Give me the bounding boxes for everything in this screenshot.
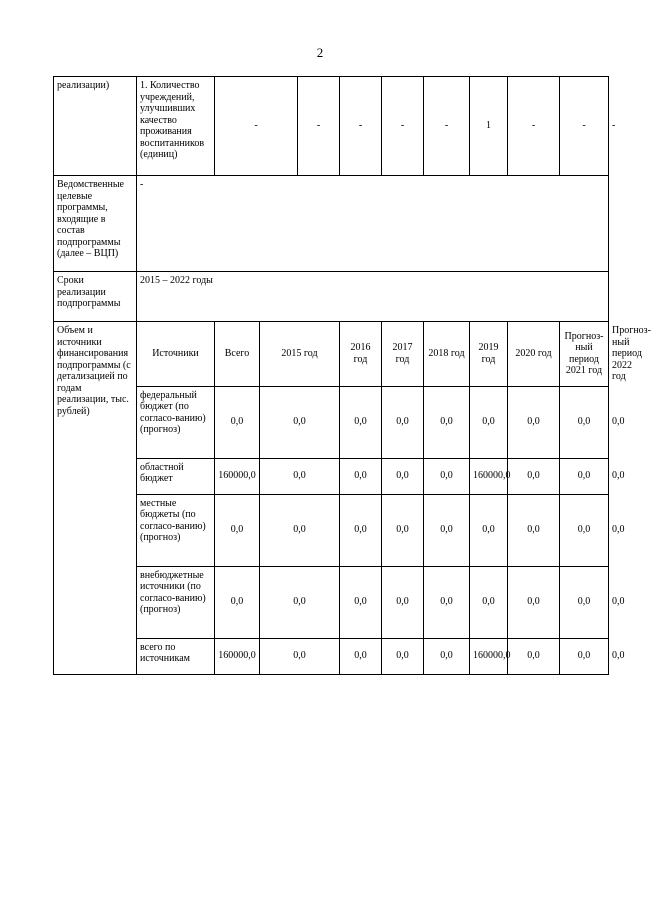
terms-value: 2015 – 2022 годы xyxy=(137,272,609,322)
terms-row xyxy=(54,272,609,322)
finance-value: 0,0 xyxy=(215,494,260,566)
finance-total-row: всего по источникам 160000,0 0,0 0,0 0,0 0,0 160000,0 0,0 0,0 0,0 xyxy=(54,638,609,674)
indicator-value: - xyxy=(382,77,424,176)
finance-value: 0,0 xyxy=(382,386,424,458)
finance-value: 0,0 xyxy=(382,566,424,638)
indicator-value: 1 xyxy=(470,77,508,176)
finance-value: 0,0 xyxy=(382,638,424,674)
finance-value: 0,0 xyxy=(424,566,470,638)
finance-value: 0,0 xyxy=(424,494,470,566)
finance-value: 160000,0 xyxy=(215,458,260,494)
finance-value: 0,0 xyxy=(382,458,424,494)
indicator-row: реализации) 1. Количество учреждений, улучшивших качество проживания воспитанников (единиц) - - - - - 1 - - - xyxy=(54,77,609,176)
row-label: Сроки реализации подпрограммы xyxy=(54,272,137,322)
indicator-text: 1. Количество учреждений, улучшивших качество проживания воспитанников (единиц) xyxy=(137,77,215,176)
indicator-value: - xyxy=(340,77,382,176)
finance-header-row: Объем и источники финансирования подпрограммы (с детализацией по годам реализации, тыс. рублей) Источники Всего 2015 год 2016 год 2017 год 2018 год 2019 год 2020 год Прогноз-ный период 2021 год Прогноз-ный период 2022 год xyxy=(54,322,609,387)
finance-value: 0,0 xyxy=(560,458,609,494)
finance-value: 0,0 xyxy=(560,386,609,458)
passport-table xyxy=(53,76,651,675)
finance-value: 0,0 xyxy=(508,494,560,566)
finance-value: 0,0 xyxy=(260,386,340,458)
indicator-value: - xyxy=(424,77,470,176)
indicator-value: - xyxy=(298,77,340,176)
finance-row: федеральный бюджет (по согласо-ванию) (прогноз) 0,0 0,0 0,0 0,0 0,0 0,0 0,0 0,0 0,0 xyxy=(54,386,609,458)
finance-value: 0,0 xyxy=(260,494,340,566)
column-header: 2015 год xyxy=(260,322,340,387)
column-header: Прогноз-ный период 2021 год xyxy=(560,322,609,387)
finance-value: 0,0 xyxy=(340,458,382,494)
finance-value: 0,0 xyxy=(470,386,508,458)
finance-value: 0,0 xyxy=(215,386,260,458)
finance-value: 0,0 xyxy=(340,638,382,674)
finance-value: 0,0 xyxy=(424,386,470,458)
indicator-value: - xyxy=(215,77,298,176)
finance-value: 0,0 xyxy=(382,494,424,566)
finance-source: местные бюджеты (по согласо-ванию) (прогноз) xyxy=(137,494,215,566)
vcp-row xyxy=(54,176,609,272)
finance-value: 0,0 xyxy=(424,458,470,494)
column-header: 2018 год xyxy=(424,322,470,387)
finance-value: 0,0 xyxy=(508,386,560,458)
column-header: 2020 год xyxy=(508,322,560,387)
vcp-value: - xyxy=(137,176,609,272)
finance-value: 160000,0 xyxy=(215,638,260,674)
finance-value: 0,0 xyxy=(260,458,340,494)
column-header: Всего xyxy=(215,322,260,387)
finance-value: 0,0 xyxy=(470,566,508,638)
finance-value: 0,0 xyxy=(508,638,560,674)
finance-value: 0,0 xyxy=(508,566,560,638)
finance-value: 0,0 xyxy=(260,566,340,638)
finance-source: всего по источникам xyxy=(137,638,215,674)
finance-value: 0,0 xyxy=(260,638,340,674)
page-number: 2 xyxy=(316,45,324,60)
finance-value: 0,0 xyxy=(560,494,609,566)
finance-row: областной бюджет 160000,0 0,0 0,0 0,0 0,0 160000,0 0,0 0,0 0,0 xyxy=(54,458,609,494)
finance-value: 160000,0 xyxy=(470,638,508,674)
column-header: 2019 год xyxy=(470,322,508,387)
column-header: 2016 год xyxy=(340,322,382,387)
row-label: реализации) xyxy=(54,77,137,176)
finance-value: 0,0 xyxy=(215,566,260,638)
finance-value: 0,0 xyxy=(560,638,609,674)
finance-source: внебюджетные источники (по согласо-ванию) (прогноз) xyxy=(137,566,215,638)
indicator-value: - xyxy=(560,77,609,176)
finance-value: 0,0 xyxy=(424,638,470,674)
finance-value: 0,0 xyxy=(340,494,382,566)
indicator-value: - xyxy=(508,77,560,176)
finance-source: областной бюджет xyxy=(137,458,215,494)
finance-row: местные бюджеты (по согласо-ванию) (прогноз) 0,0 0,0 0,0 0,0 0,0 0,0 0,0 0,0 0,0 xyxy=(54,494,609,566)
finance-row: внебюджетные источники (по согласо-ванию) (прогноз) 0,0 0,0 0,0 0,0 0,0 0,0 0,0 0,0 0,0 xyxy=(54,566,609,638)
row-label: Объем и источники финансирования подпрограммы (с детализацией по годам реализации, тыс. рублей) xyxy=(54,322,137,675)
finance-source: федеральный бюджет (по согласо-ванию) (прогноз) xyxy=(137,386,215,458)
finance-value: 160000,0 xyxy=(470,458,508,494)
finance-value: 0,0 xyxy=(508,458,560,494)
finance-value: 0,0 xyxy=(340,566,382,638)
column-header: 2017 год xyxy=(382,322,424,387)
finance-value: 0,0 xyxy=(470,494,508,566)
row-label: Ведомственные целевые программы, входящие в состав подпрограммы (далее – ВЦП) xyxy=(54,176,137,272)
finance-value: 0,0 xyxy=(560,566,609,638)
finance-value: 0,0 xyxy=(340,386,382,458)
column-header: Источники xyxy=(137,322,215,387)
